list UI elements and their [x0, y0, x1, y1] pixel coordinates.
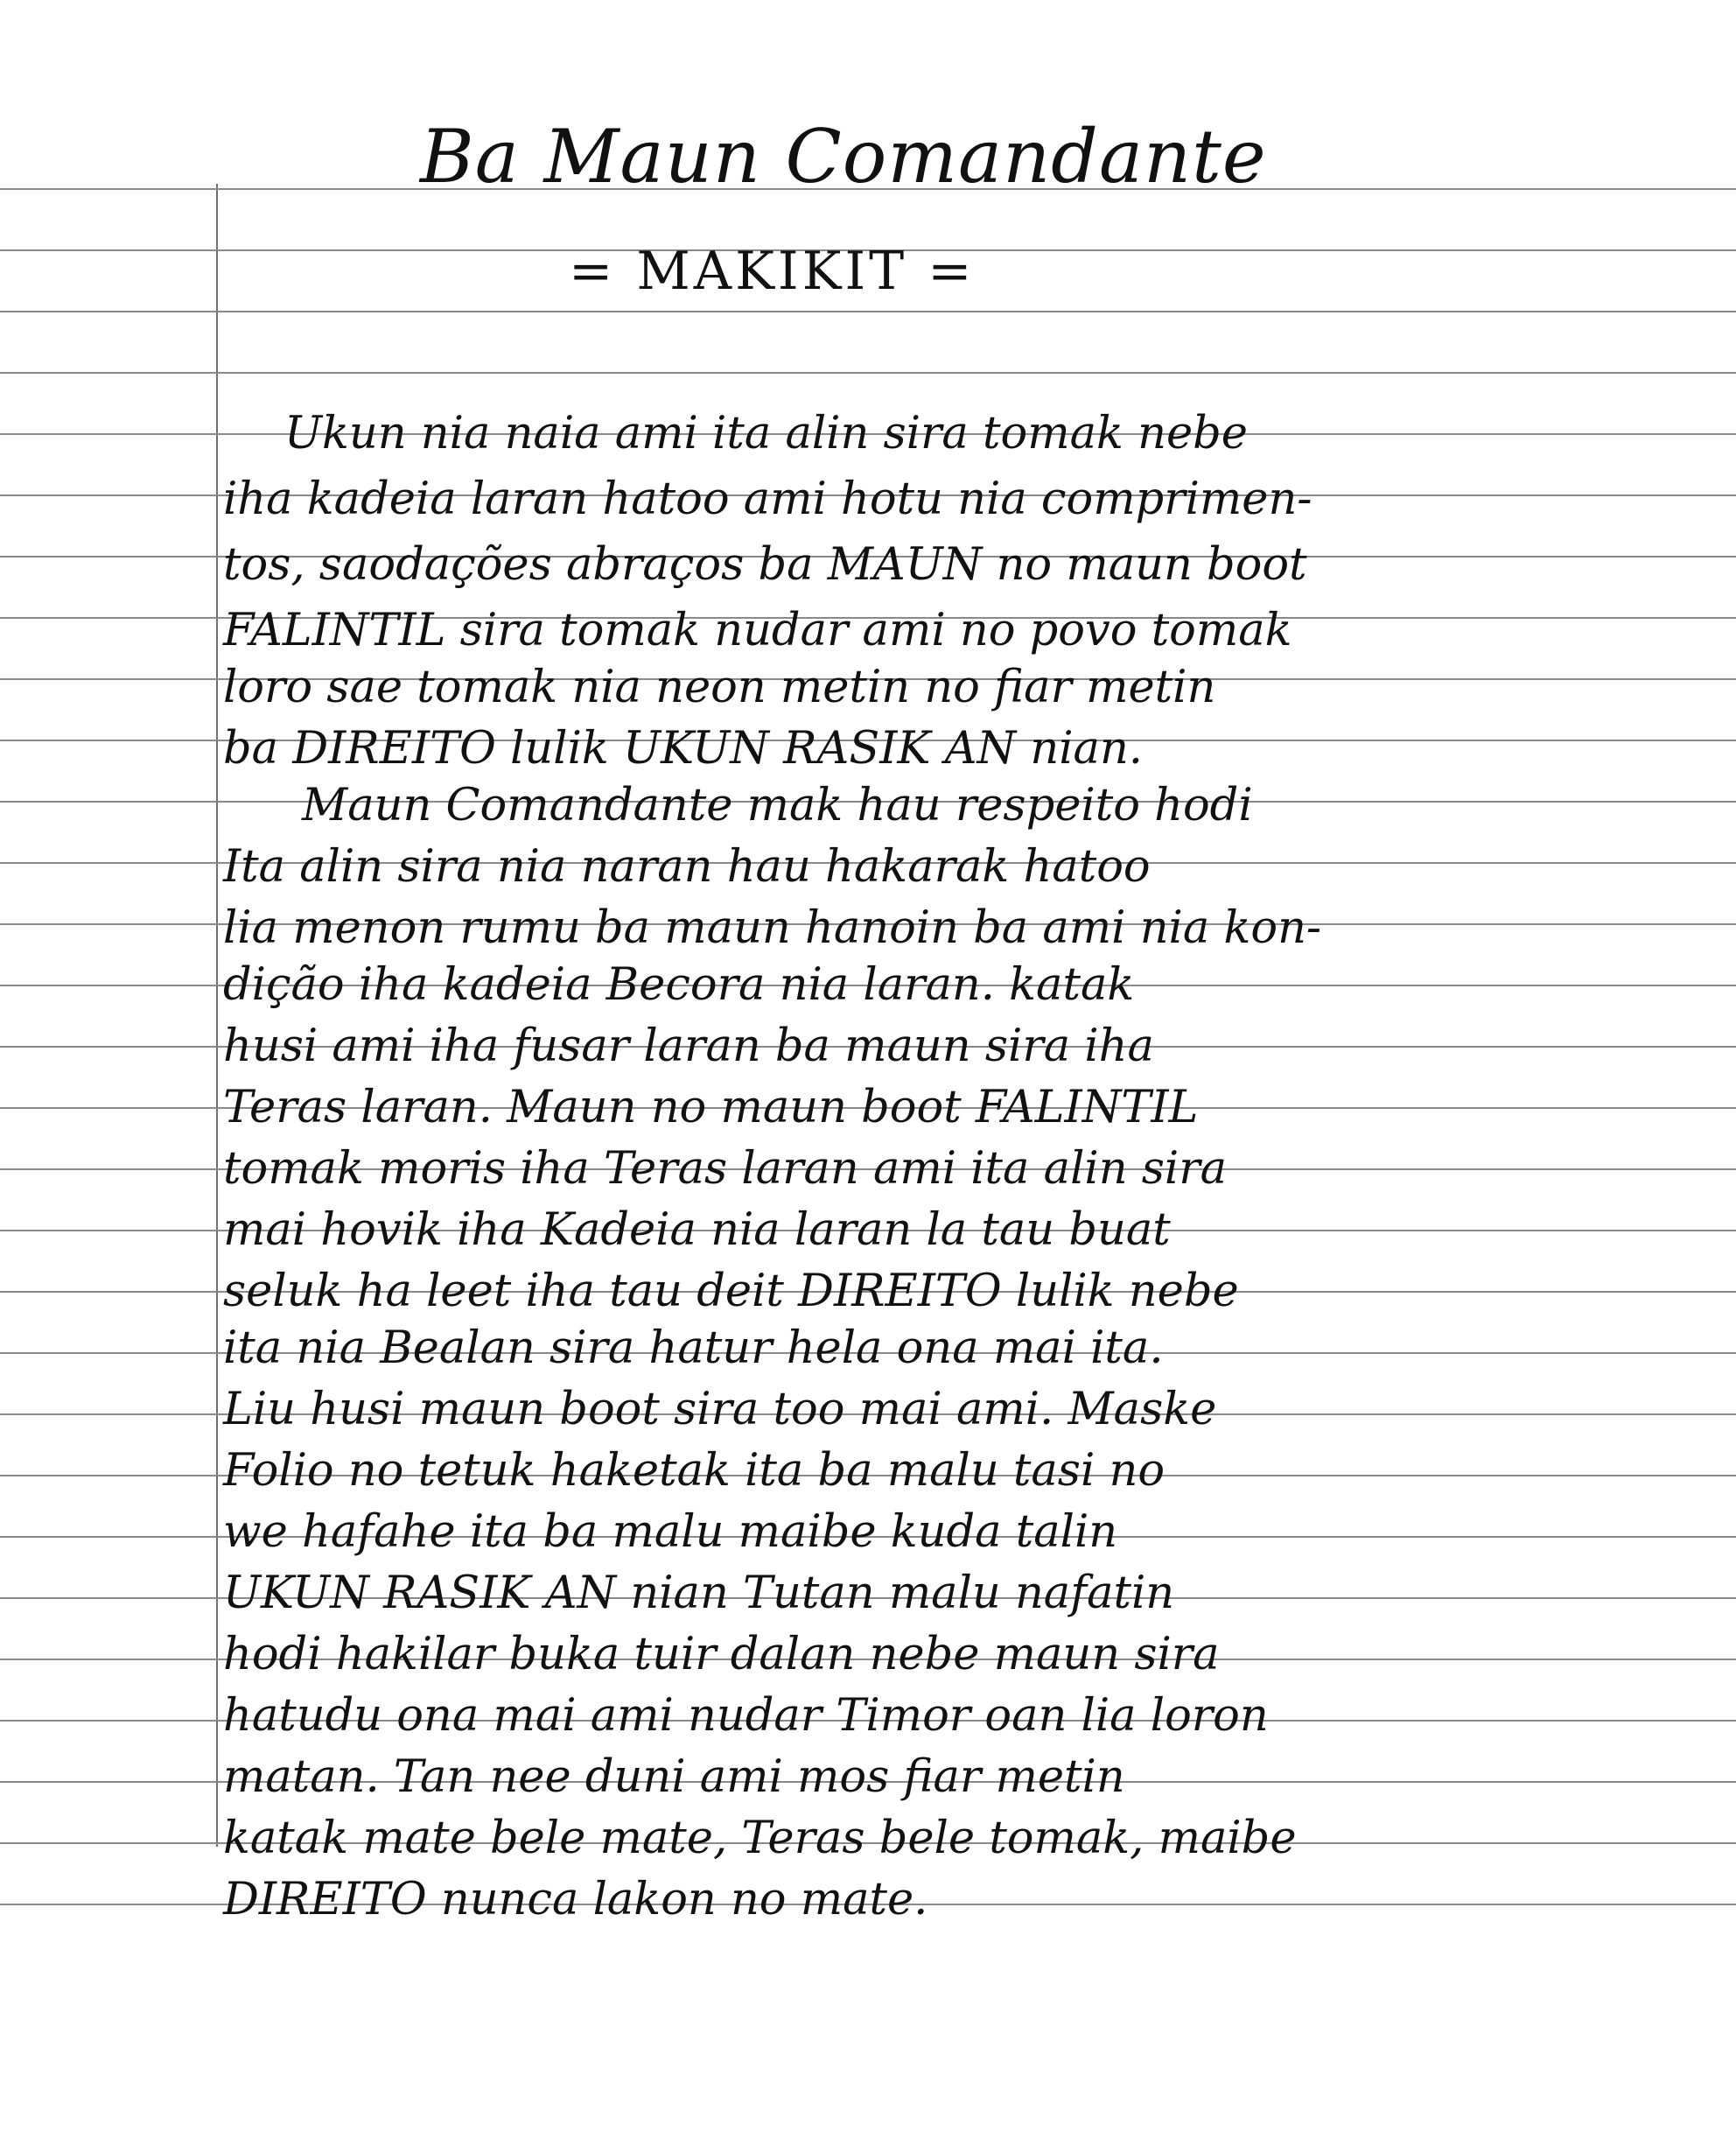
ruled-line [0, 372, 1736, 374]
letter-line: tomak moris iha Teras laran ami ita alin sira [223, 1143, 1228, 1195]
letter-title: Ba Maun Comandante [420, 114, 1267, 200]
ruled-line [0, 311, 1736, 312]
letter-line: seluk ha leet iha tau deit DIREITO lulik nebe [223, 1266, 1239, 1317]
letter-line: DIREITO nunca lakon no mate. [223, 1874, 928, 1925]
letter-line: loro sae tomak nia neon metin no fiar metin [223, 662, 1216, 713]
letter-line: iha kadeia laran hatoo ami hotu nia comprimen- [223, 473, 1312, 525]
letter-line: lia menon rumu ba maun hanoin ba ami nia kon- [223, 902, 1322, 954]
letter-line: Folio no tetuk haketak ita ba malu tasi no [223, 1445, 1166, 1497]
letter-subtitle: = MAKIKIT = [569, 241, 976, 302]
letter-line: ba DIREITO lulik UKUN RASIK AN nian. [223, 723, 1144, 775]
letter-line: UKUN RASIK AN nian Tutan malu nafatin [223, 1567, 1175, 1619]
letter-line: mai hovik iha Kadeia nia laran la tau buat [223, 1204, 1171, 1256]
letter-line: ita nia Bealan sira hatur hela ona mai ita. [223, 1322, 1164, 1374]
letter-line: hodi hakilar buka tuir dalan nebe maun sira [223, 1629, 1220, 1680]
letter-line: FALINTIL sira tomak nudar ami no povo tomak [223, 605, 1292, 656]
letter-line: we hafahe ita ba malu maibe kuda talin [223, 1506, 1118, 1558]
letter-line: Ita alin sira nia naran hau hakarak hatoo [223, 841, 1151, 893]
letter-line: tos, saodações abraços ba MAUN no maun boot [223, 539, 1307, 591]
letter-line: Maun Comandante mak hau respeito hodi [302, 780, 1253, 831]
letter-line: dição iha kadeia Becora nia laran. katak [223, 959, 1135, 1011]
letter-line: hatudu ona mai ami nudar Timor oan lia loron [223, 1690, 1269, 1742]
letter-line: Liu husi maun boot sira too mai ami. Maske [223, 1384, 1217, 1435]
letter-line: matan. Tan nee duni ami mos fiar metin [223, 1751, 1125, 1803]
letter-line: Ukun nia naia ami ita alin sira tomak nebe [284, 408, 1248, 459]
letter-line: Teras laran. Maun no maun boot FALINTIL [223, 1082, 1199, 1133]
letter-line: katak mate bele mate, Teras bele tomak, maibe [223, 1813, 1297, 1864]
letter-line: husi ami iha fusar laran ba maun sira iha [223, 1020, 1154, 1072]
